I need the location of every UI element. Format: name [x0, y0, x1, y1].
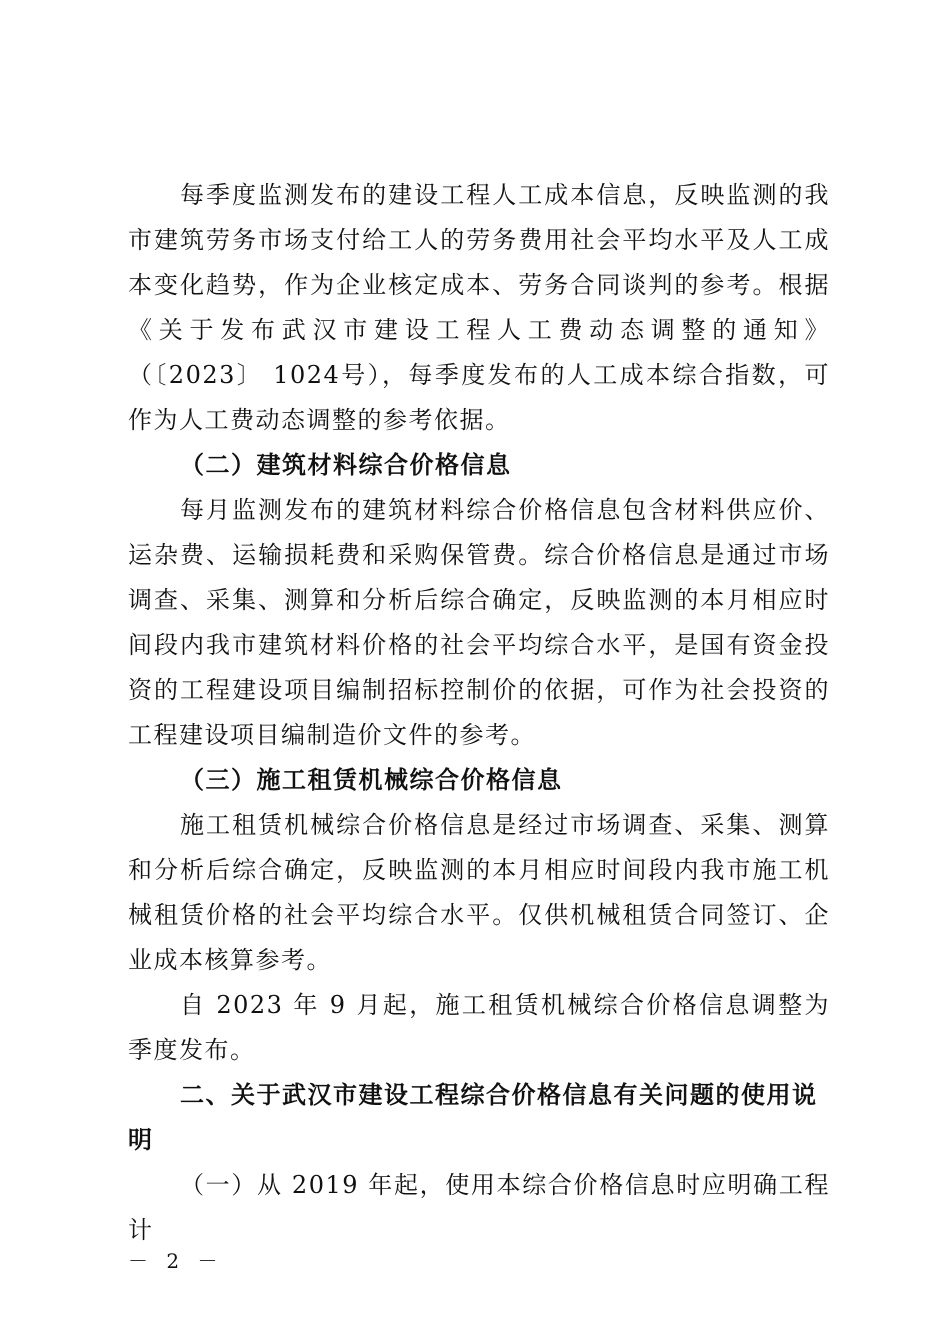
heading-usage-instructions: 二、关于武汉市建设工程综合价格信息有关问题的使用说明 — [128, 1081, 818, 1154]
page-number: － 2 － — [128, 1249, 224, 1273]
document-body — [128, 173, 830, 1253]
heading-building-materials: （二）建筑材料综合价格信息 — [180, 451, 512, 479]
paragraph-usage-item-1: （一）从 2019 年起，使用本综合价格信息时应明确工程计 — [128, 1171, 830, 1244]
paragraph-building-materials: 每月监测发布的建筑材料综合价格信息包含材料供应价、运杂费、运输损耗费和采购保管费。综合价格信息是通过市场调查、采集、测算和分析后综合确定，反映监测的本月相应时间段内我市建筑材料价格的社会平均综合水平，是国有资金投资的工程建设项目编制招标控制价的依据，可作为社会投资的工程建设项目编制造价文件的参考。 — [128, 496, 830, 749]
heading-machinery-rental: （三）施工租赁机械综合价格信息 — [180, 766, 563, 794]
paragraph-machinery-rental: 施工租赁机械综合价格信息是经过市场调查、采集、测算和分析后综合确定，反映监测的本月相应时间段内我市施工机械租赁价格的社会平均综合水平。仅供机械租赁合同签订、企业成本核算参考。 — [128, 811, 830, 974]
paragraph-quarterly-release: 自 2023 年 9 月起，施工租赁机械综合价格信息调整为季度发布。 — [128, 991, 830, 1064]
paragraph-labor-cost: 每季度监测发布的建设工程人工成本信息，反映监测的我市建筑劳务市场支付给工人的劳务费用社会平均水平及人工成本变化趋势，作为企业核定成本、劳务合同谈判的参考。根据《关于发布武汉市建设工程人工费动态调整的通知》（〔2023〕 1024号），每季度发布的人工成本综合指数，可作为人工费动态调整的参考依据。 — [128, 181, 830, 434]
